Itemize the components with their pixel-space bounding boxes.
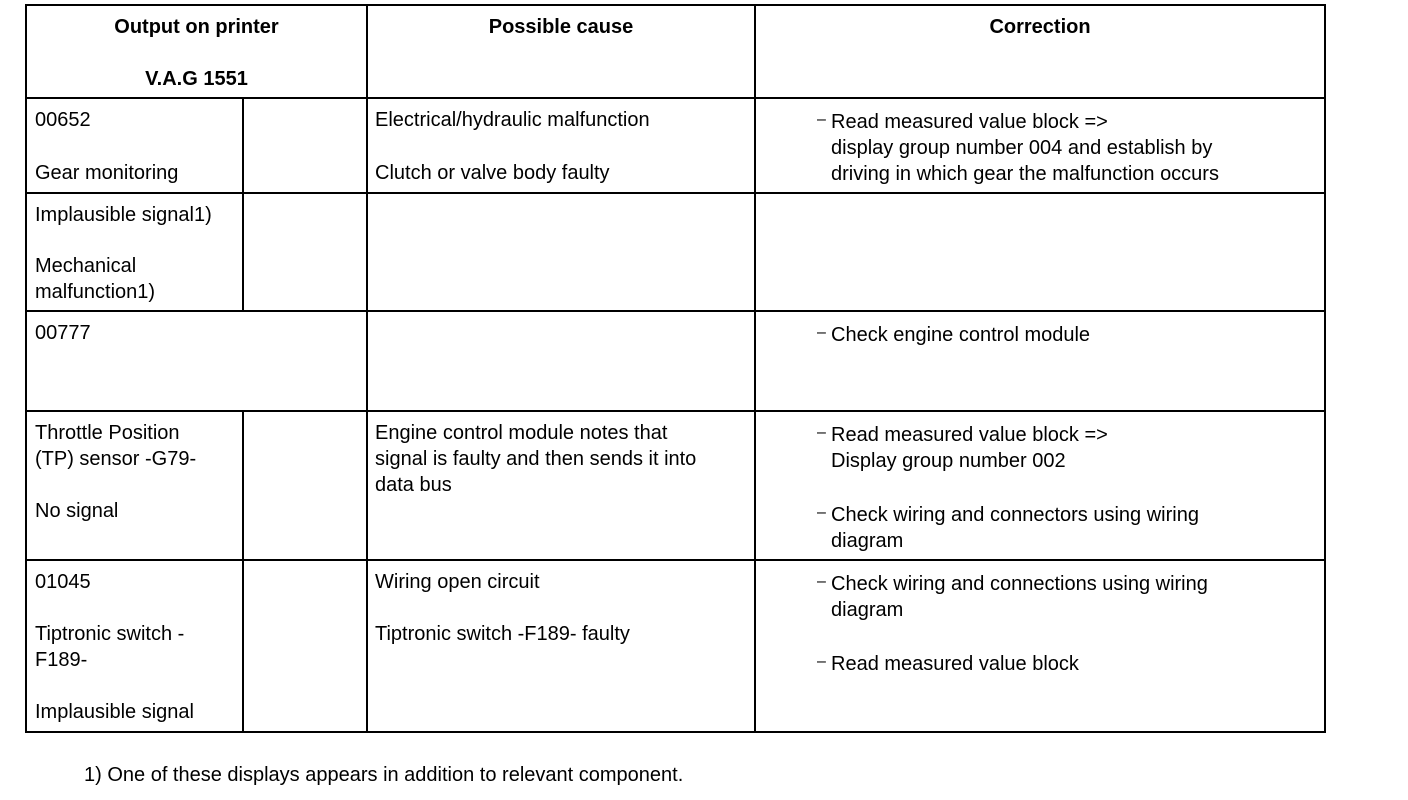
bullet-dash-icon: – <box>817 653 826 670</box>
column-divider <box>754 4 756 733</box>
correction-item <box>817 502 1199 554</box>
possible-cause: Engine control module notes that signal is faulty and then sends it into data bus <box>375 422 697 496</box>
fault-code: 00777 <box>35 322 91 344</box>
fault-component: Tiptronic switch - F189- <box>35 623 185 671</box>
correction-text: Check wiring and connections using wiring diagram <box>831 573 1208 621</box>
row-divider <box>25 559 1326 561</box>
fault-name: Implausible signal <box>35 701 194 723</box>
possible-cause: Wiring open circuit <box>375 571 540 593</box>
subcolumn-divider <box>242 410 244 733</box>
fault-name: No signal <box>35 500 119 522</box>
correction-text: Read measured value block <box>831 653 1079 675</box>
correction-item <box>817 109 1219 187</box>
fault-name: Gear monitoring <box>35 162 179 184</box>
footnote: 1) One of these displays appears in addition to relevant component. <box>84 764 684 786</box>
bullet-dash-icon: – <box>817 573 826 590</box>
correction-text: Read measured value block => Display group number 002 <box>831 424 1108 472</box>
fault-text: Implausible signal1) <box>35 204 212 226</box>
possible-cause: Tiptronic switch -F189- faulty <box>375 623 630 645</box>
header-output-on-printer: Output on printer <box>114 16 279 38</box>
correction-item <box>817 322 1090 348</box>
header-possible-cause: Possible cause <box>488 16 634 38</box>
header-vag-1551: V.A.G 1551 <box>145 68 248 90</box>
bullet-dash-icon: – <box>817 111 826 128</box>
correction-item <box>817 422 1108 474</box>
fault-text: Mechanical malfunction1) <box>35 255 156 303</box>
bullet-dash-icon: – <box>817 424 826 441</box>
correction-text: Check engine control module <box>831 324 1091 346</box>
subcolumn-divider <box>242 97 244 312</box>
column-divider <box>366 4 368 733</box>
row-divider <box>25 192 1326 194</box>
correction-item <box>817 651 1079 677</box>
fault-code: 01045 <box>35 571 91 593</box>
possible-cause: Clutch or valve body faulty <box>375 162 610 184</box>
row-divider <box>25 97 1326 99</box>
correction-text: Check wiring and connectors using wiring diagram <box>831 504 1199 552</box>
possible-cause: Electrical/hydraulic malfunction <box>375 109 650 131</box>
header-correction: Correction <box>989 16 1091 38</box>
bullet-dash-icon: – <box>817 504 826 521</box>
fault-code: 00652 <box>35 109 91 131</box>
correction-item <box>817 571 1208 623</box>
row-divider <box>25 410 1326 412</box>
fault-component: Throttle Position (TP) sensor -G79- <box>35 422 197 470</box>
bullet-dash-icon: – <box>817 324 826 341</box>
correction-text: Read measured value block => display group number 004 and establish by driving in which gear the malfunction occurs <box>831 111 1219 185</box>
row-divider <box>25 310 1326 312</box>
